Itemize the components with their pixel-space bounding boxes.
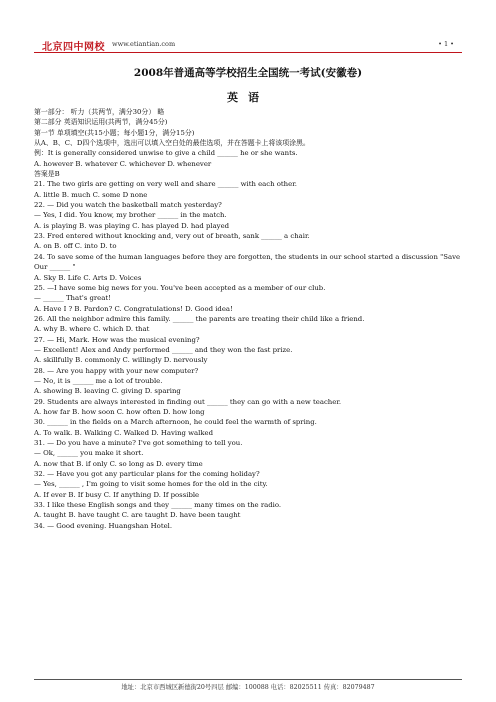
text-line: 32. — Have you got any particular plans for the coming holiday? <box>34 470 260 479</box>
text-line: 22. — Did you watch the basketball match yesterday? <box>34 201 222 210</box>
text-line: A. taught B. have taught C. are taught D. have been taught <box>34 511 241 520</box>
exam-title: 2008年普通高等学校招生全国统一考试(安徽卷) <box>133 67 363 79</box>
site-url[interactable]: www.etiantian.com <box>112 40 176 48</box>
text-line: — ______ That's great! <box>34 294 111 303</box>
page-header <box>0 0 496 52</box>
site-logo: 北京四中网校 <box>42 42 105 53</box>
text-line: — Yes, ______ , I'm going to visit some homes for the old in the city. <box>34 480 268 489</box>
text-line: 29. Students are always interested in finding out ______ they can go with a new teacher. <box>34 397 342 406</box>
page-number: • 1 • <box>438 40 454 48</box>
footer-divider <box>34 679 462 680</box>
text-line: 31. — Do you have a minute? I've got something to tell you. <box>34 439 243 447</box>
page-footer: 地址：北京市西城区新德街20号四层 邮编：100088 电话：82025511 传真：82079487 <box>121 684 375 691</box>
text-line: A. why B. where C. which D. that <box>34 325 150 334</box>
text-line: 第一节 单项填空(共15小题；每小题1分，满分15分) <box>34 128 195 137</box>
text-line: — Excellent! Alex and Andy performed ______ and they won the fast prize. <box>34 345 293 354</box>
text-line: 例：It is generally considered unwise to give a child ______ he or she wants. <box>34 149 298 158</box>
text-line: 28. — Are you happy with your new computer? <box>34 366 199 375</box>
text-line: 21. The two girls are getting on very well and share ______ with each other. <box>34 180 297 189</box>
text-line: A. little B. much C. some D none <box>34 190 148 199</box>
text-line: A. Have I ? B. Pardon? C. Congratulations! D. Good idea! <box>34 304 233 313</box>
text-line: — Ok, ______ you make it short. <box>34 449 144 458</box>
text-line: A. If ever B. If busy C. If anything D. If possible <box>34 490 200 499</box>
text-line: 24. To save some of the human languages before they are forgotten, the students in our school started a discussion "Save Our ______ " <box>34 252 461 272</box>
text-line: 第一部分： 听力（共两节，满分30分） 略 <box>34 108 165 116</box>
text-line: 第二部分 英语知识运用(共两节，满分45分) <box>34 118 168 127</box>
text-line: A. now that B. if only C. so long as D. every time <box>34 459 203 468</box>
text-line: A. on B. off C. into D. to <box>34 242 117 251</box>
subject-heading: 英语 <box>227 91 269 104</box>
text-line: 25. —I have some big news for you. You've been accepted as a member of our club. <box>34 283 326 292</box>
text-line: A. is playing B. was playing C. has played D. had played <box>34 221 230 230</box>
exam-body <box>34 107 462 531</box>
text-line: — No, it is ______ me a lot of trouble. <box>34 376 163 385</box>
text-line: A. skillfully B. commonly C. willingly D. nervously <box>34 356 208 365</box>
text-line: A. To walk. B. Walking C. Walked D. Having walked <box>34 428 214 437</box>
text-line: A. Sky B. Life C. Arts D. Voices <box>34 273 142 282</box>
text-line: 30. ______ in the fields on a March afternoon, he could feel the warmth of spring. <box>34 418 317 427</box>
text-line: 27. — Hi, Mark. How was the musical evening? <box>34 335 200 344</box>
text-line: 答案是B <box>34 170 60 179</box>
text-line: A. how far B. how soon C. how often D. how long <box>34 407 205 416</box>
text-line: A. however B. whatever C. whichever D. whenever <box>34 159 212 168</box>
text-line: 23. Fred entered without knocking and, very out of breath, sank ______ a chair. <box>34 232 310 241</box>
text-line: — Yes, I did. You know, my brother ______ in the match. <box>34 211 227 220</box>
text-line: A. showing B. leaving C. giving D. sparing <box>34 387 181 396</box>
text-line: 从A、B、C、D四个选项中，选出可以填入空白处的最佳选项，并在答题卡上将该项涂黑。 <box>34 139 310 148</box>
text-line: 34. — Good evening. Huangshan Hotel. <box>34 521 173 530</box>
text-line: 26. All the neighbor admire this family. ______ the parents are treating their child like a friend. <box>34 314 365 323</box>
text-line: 33. I like these English songs and they ______ many times on the radio. <box>34 501 282 510</box>
header-divider <box>34 52 462 53</box>
